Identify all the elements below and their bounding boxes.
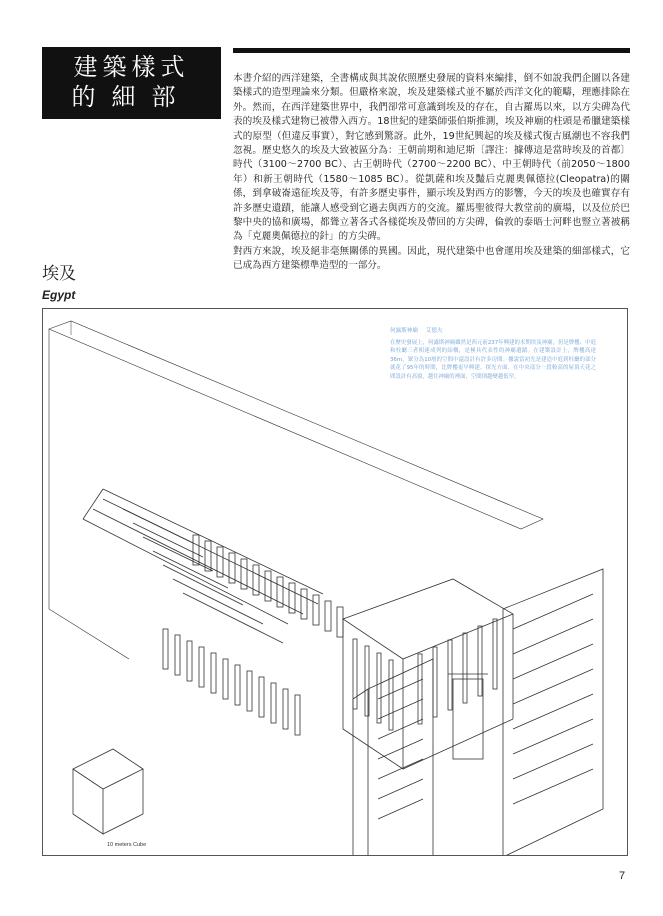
intro-text <box>233 72 630 274</box>
chapter-title-line1: 建築樣式 <box>73 53 190 81</box>
chapter-title-block <box>42 47 221 119</box>
figure-caption-text: 在歷史發展上，何露斯神廟雖然是西元前237年興建的末期埃及神廟，但是牌樓、中庭和柱廳三者相連成列的結構，是極具代表性的神廟遺蹟。在建築設計上，牌樓高達36m，眾分為10層的空間中還設計有許多房間。據說當初光是建造中庭到柱廳的部分就花了95年的時間，比牌樓更早興建。探光方面，在中央部分一段較高的屋頂天花之間設計有高窗，越往神廟的裡面，空間則越變越低窄。 <box>390 339 596 380</box>
figure-caption-title <box>390 327 596 336</box>
section-heading: 埃及 <box>42 264 76 284</box>
scale-cube-label: 10 meters Cube <box>107 842 147 848</box>
temple-isometric-drawing <box>43 309 628 856</box>
caption-place-name: 艾德夫 <box>425 328 443 334</box>
intro-paragraph: 本書介紹的西洋建築，全書構成與其說依照歷史發展的資料來編排，倒不如說我們企圖以各建築樣式的造型理論來分類。但嚴格來說，埃及建築樣式並不屬於西洋文化的範疇，理應排除在外。然而，在西洋建築世界中，我們卻常可意識到埃及的存在，自古羅馬以來，以方尖碑為代表的埃及樣式建物已被帶入西方。18世紀的建築師張伯斯推測，埃及神廟的柱頭是希臘建築樣式的原型（但違反事實），對它感到驚訝。此外，19世紀興起的埃及樣式復古風潮也不容我們忽視。歷史悠久的埃及大致被區分為：王朝前期和迪尼斯〔譯注：據傳這是當時埃及的首都〕時代（3100～2700 BC）、古王朝時代（2700～2200 BC）、中王朝時代（前2050～1800年）和新王朝時代（1580～1085 BC）。從凱薩和埃及豔后克麗奧佩德拉(Cleopatra)的關係，到拿破崙遠征埃及等，有許多歷史事件，顯示埃及對西方的影響，今天的埃及也確實存有許多歷史遺蹟，能讓人感受到它過去與西方的交流。羅馬聖彼得大教堂前的廣場，以及位於巴黎中央的協和廣場，都聳立著各式各樣從埃及帶回的方尖碑，倫敦的泰晤士河畔也豎立著被稱為「克麗奧佩德拉的針」的方尖碑。 <box>233 73 630 243</box>
chapter-title-line2: 的細部 <box>71 83 192 111</box>
section-heading-english: Egypt <box>42 288 76 302</box>
temple-figure <box>42 308 628 856</box>
page-number: 7 <box>619 870 626 882</box>
caption-temple-name: 何露斯神廟 <box>390 328 418 334</box>
figure-caption <box>390 327 596 382</box>
top-rule <box>233 48 630 53</box>
intro-paragraph: 對西方來說，埃及絕非毫無關係的異國。因此，現代建築中也會運用埃及建築的細部樣式，它已成為西方建築標準造型的一部分。 <box>233 245 630 272</box>
